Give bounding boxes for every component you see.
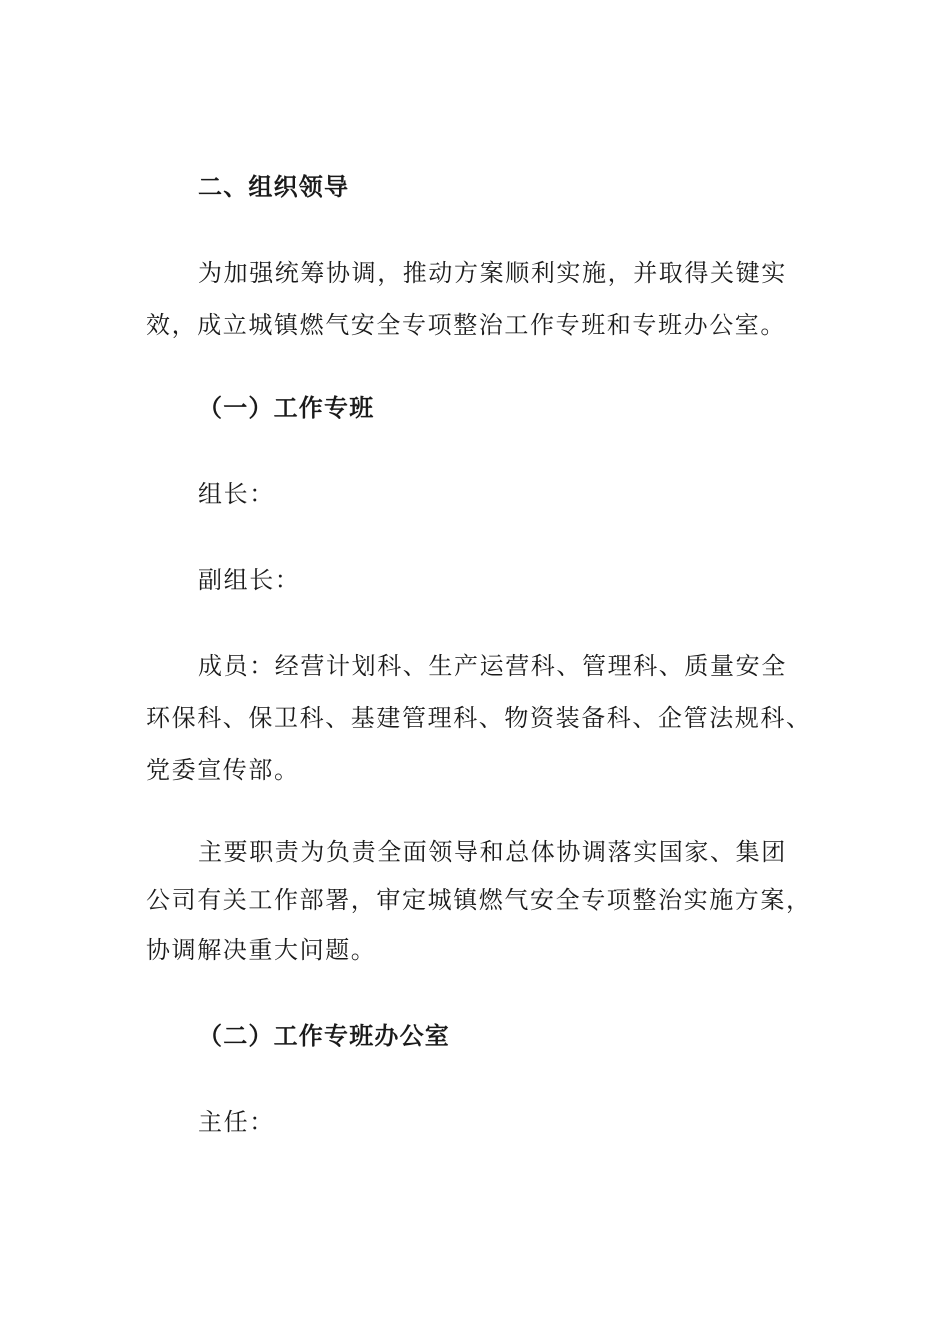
subsection-heading-office: （二）工作专班办公室 — [198, 1022, 450, 1050]
duties-line-3: 协调解决重大问题。 — [146, 936, 377, 964]
intro-line-2: 效，成立城镇燃气安全专项整治工作专班和专班办公室。 — [146, 311, 786, 339]
members-line-3: 党委宣传部。 — [146, 756, 300, 784]
section-heading: 二、组织领导 — [198, 173, 350, 201]
members-line-1: 成员：经营计划科、生产运营科、管理科、质量安全 — [198, 652, 787, 680]
duties-line-2: 公司有关工作部署，审定城镇燃气安全专项整治实施方案， — [146, 886, 812, 914]
intro-line-1: 为加强统筹协调，推动方案顺利实施，并取得关键实 — [198, 259, 787, 287]
duties-line-1: 主要职责为负责全面领导和总体协调落实国家、集团 — [198, 838, 787, 866]
director-label: 主任： — [198, 1108, 275, 1136]
team-leader-label: 组长： — [198, 480, 275, 508]
deputy-leader-label: 副组长： — [198, 566, 301, 594]
subsection-heading-work-team: （一）工作专班 — [198, 394, 375, 422]
members-line-2: 环保科、保卫科、基建管理科、物资装备科、企管法规科、 — [146, 704, 812, 732]
